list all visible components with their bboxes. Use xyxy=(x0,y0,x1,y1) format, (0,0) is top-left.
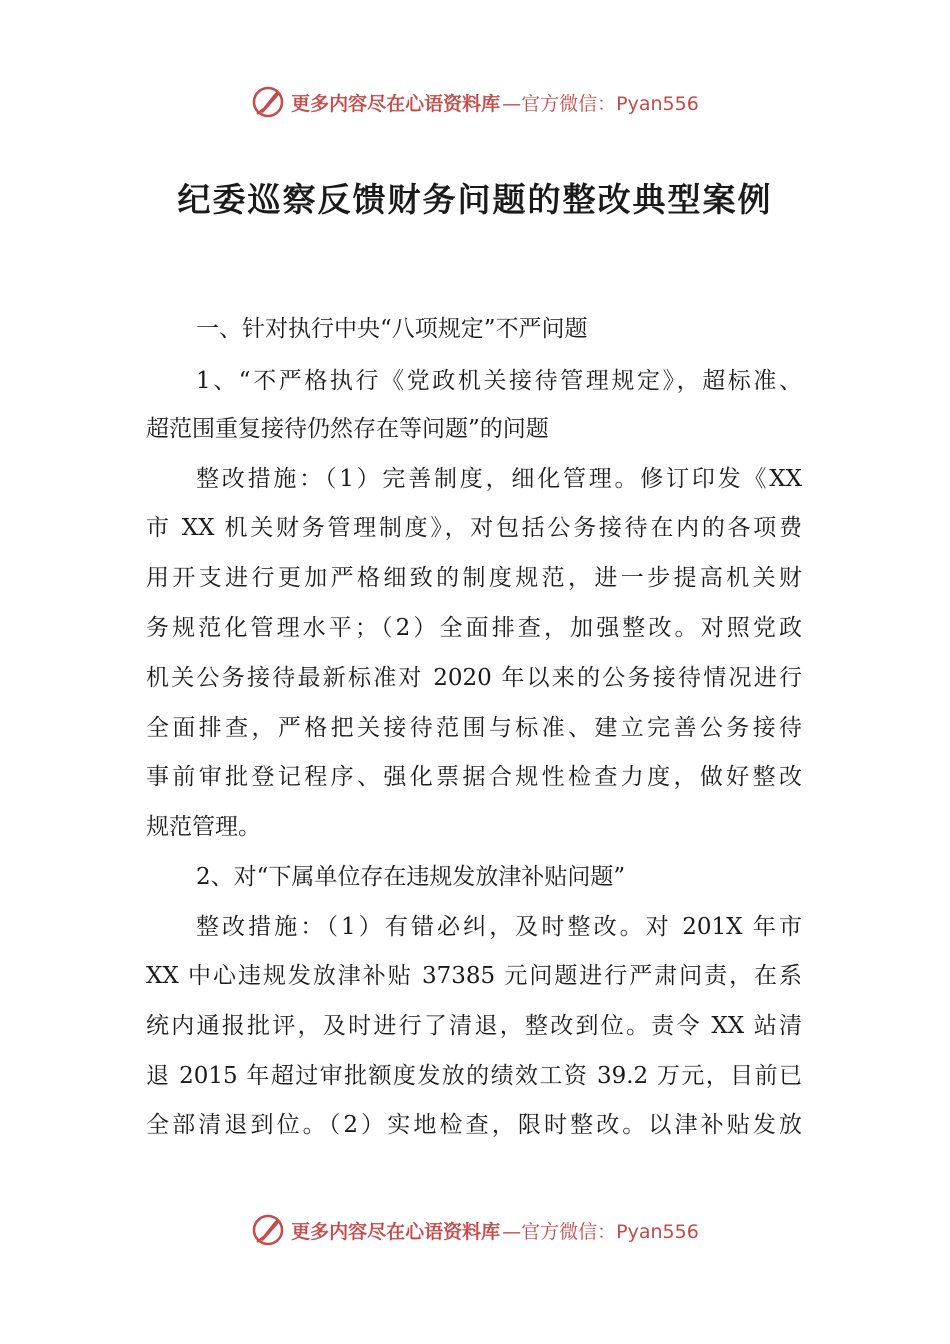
body-line: 全部清退到位。（2）实地检查，限时整改。以津补贴发放 xyxy=(146,1112,802,1138)
quill-logo-icon xyxy=(251,1213,285,1247)
body-line: 整改措施：（1）有错必纠，及时整改。对 201X 年市 xyxy=(196,914,802,940)
body-line: 退 2015 年超过审批额度发放的绩效工资 39.2 万元，目前已 xyxy=(146,1063,802,1089)
subsection-heading-2: 2、对“下属单位存在违规发放津补贴问题” xyxy=(196,864,626,890)
body-line: 统内通报批评，及时进行了清退，整改到位。责令 XX 站清 xyxy=(146,1013,802,1039)
quill-logo-icon xyxy=(251,85,285,119)
body-line: 全面排查，严格把关接待范围与标准、建立完善公务接待 xyxy=(146,715,802,741)
body-line: 务规范化管理水平；（2）全面排查，加强整改。对照党政 xyxy=(146,615,802,641)
body-line: 规范管理。 xyxy=(146,814,261,840)
body-line: 整改措施：（1）完善制度，细化管理。修订印发《XX xyxy=(196,466,802,492)
body-line: 机关公务接待最新标准对 2020 年以来的公务接待情况进行 xyxy=(146,665,802,691)
body-line: 事前审批登记程序、强化票据合规性检查力度，做好整改 xyxy=(146,764,802,790)
footer-banner xyxy=(0,1210,950,1250)
header-banner xyxy=(0,82,950,122)
header-contact-text: —官方微信：Pyan556 xyxy=(502,92,699,115)
header-brand-text: 更多内容尽在心语资料库 xyxy=(291,92,501,115)
page-title: 纪委巡察反馈财务问题的整改典型案例 xyxy=(177,180,773,219)
subsection-heading-1: 1、“不严格执行《党政机关接待管理规定》，超标准、 xyxy=(196,368,802,394)
footer-contact-text: —官方微信：Pyan556 xyxy=(502,1220,699,1243)
body-line: 用开支进行更加严格细致的制度规范，进一步提高机关财 xyxy=(146,565,802,591)
section-heading-1: 一、针对执行中央“八项规定”不严问题 xyxy=(196,316,588,342)
footer-brand-text: 更多内容尽在心语资料库 xyxy=(291,1220,501,1243)
body-line: 超范围重复接待仍然存在等问题”的问题 xyxy=(146,416,549,442)
body-line: 市 XX 机关财务管理制度》，对包括公务接待在内的各项费 xyxy=(146,515,802,541)
body-line: XX 中心违规发放津补贴 37385 元问题进行严肃问责，在系 xyxy=(146,963,802,989)
